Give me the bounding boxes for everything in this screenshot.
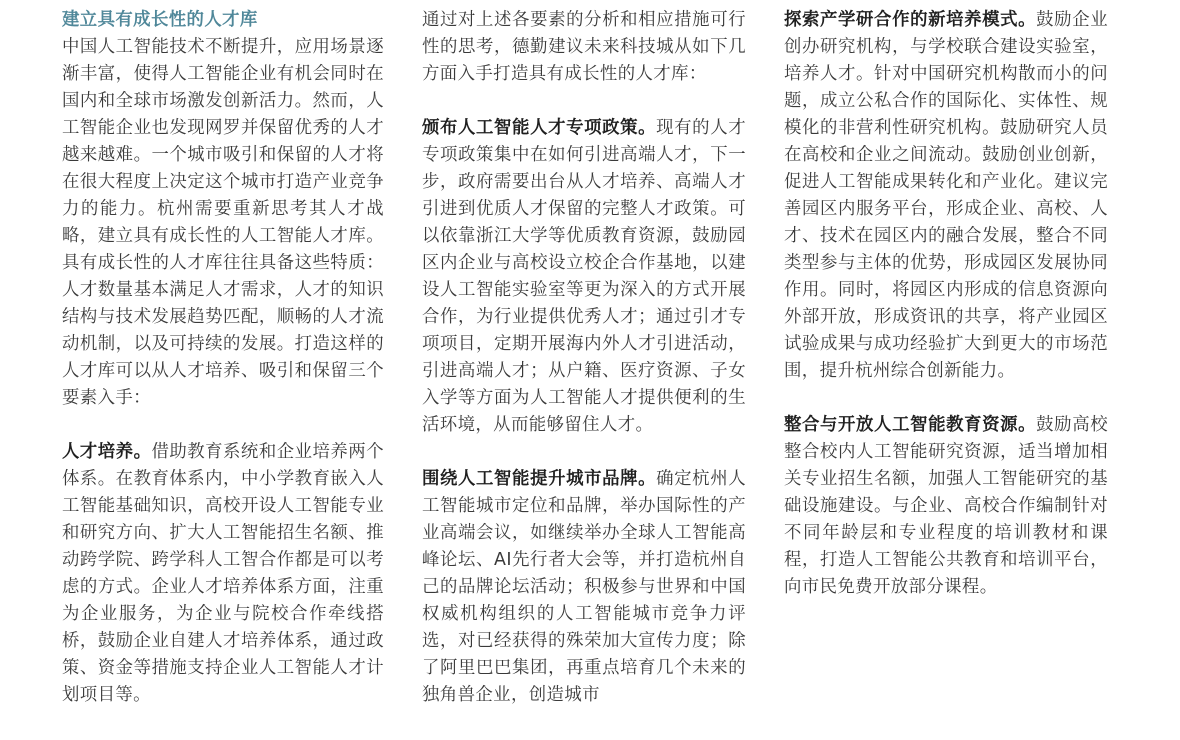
paragraph-body: 现有的人才专项政策集中在如何引进高端人才，下一步，政府需要出台从人才培养、高端人才引进到优质人才保留的完整人才政策。可以依靠浙江大学等优质教育资源，鼓励园区内企业与高校设立校企合作基地，以建设人工智能实验室等更为深入的方式开展合作，为行业提供优秀人才；通过引才专项项目，定期开展海内外人才引进活动，引进高端人才；从户籍、医疗资源、子女入学等方面为人工智能人才提供便利的生活环境，从而能够留住人才。 <box>422 118 746 435</box>
paragraph-body: 鼓励企业创办研究机构，与学校联合建设实验室，培养人才。针对中国研究机构散而小的问题，成立公私合作的国际化、实体性、规模化的非营利性研究机构。鼓励研究人员在高校和企业之间流动。鼓励创业创新，促进人工智能成果转化和产业化。建议完善园区内服务平台，形成企业、高校、人才、技术在园区内的融合发展，整合不同类型参与主体的优势，形成园区发展协同作用。同时，将园区内形成的信息资源向外部开放，形成资讯的共享，将产业园区试验成果与成功经验扩大到更大的市场范围，提升杭州综合创新能力。 <box>784 10 1108 381</box>
paragraph-lead: 人才培养。 <box>62 442 152 462</box>
paragraph-intro: 通过对上述各要素的分析和相应措施可行性的思考，德勤建议未来科技城从如下几方面入手打造具有成长性的人才库： <box>422 10 746 84</box>
paragraph-body: 鼓励高校整合校内人工智能研究资源，适当增加相关专业招生名额，加强人工智能研究的基础设施建设。与企业、高校合作编制针对不同年龄层和专业程度的培训教材和课程，打造人工智能公共教育和培训平台，向市民免费开放部分课程。 <box>784 415 1108 597</box>
paragraph-body: 借助教育系统和企业培养两个体系。在教育体系内，中小学教育嵌入人工智能基础知识，高校开设人工智能专业和研究方向、扩大人工智能招生名额、推动跨学院、跨学科人工智合作都是可以考虑的方式。企业人才培养体系方面，注重为企业服务，为企业与院校合作牵线搭桥，鼓励企业自建人才培养体系，通过政策、资金等措施支持企业人工智能人才计划项目等。 <box>62 442 384 705</box>
column-1 <box>62 7 384 736</box>
paragraph-lead: 围绕人工智能提升城市品牌。 <box>422 469 657 489</box>
paragraph-body: 确定杭州人工智能城市定位和品牌，举办国际性的产业高端会议，如继续举办全球人工智能高峰论坛、AI先行者大会等，并打造杭州自己的品牌论坛活动；积极参与世界和中国权威机构组织的人工智能城市竞争力评选，对已经获得的殊荣加大宣传力度；除了阿里巴巴集团，再重点培育几个未来的独角兽企业，创造城市 <box>422 469 746 705</box>
column-3 <box>784 7 1108 628</box>
paragraph-lead: 整合与开放人工智能教育资源。 <box>784 415 1037 435</box>
column-2 <box>422 7 746 736</box>
paragraph-city-brand <box>422 466 746 709</box>
paragraph-intro: 中国人工智能技术不断提升，应用场景逐渐丰富，使得人工智能企业有机会同时在国内和全球市场激发创新活力。然而，人工智能企业也发现网罗并保留优秀的人才越来越难。一个城市吸引和保留的人才将在很大程度上决定这个城市打造产业竞争力的能力。杭州需要重新思考其人才战略，建立具有成长性的人工智能人才库。具有成长性的人才库往往具备这些特质：人才数量基本满足人才需求，人才的知识结构与技术发展趋势匹配，顺畅的人才流动机制，以及可持续的发展。打造这样的人才库可以从人才培养、吸引和保留三个要素入手： <box>62 37 384 408</box>
paragraph-industry-research <box>784 7 1108 385</box>
paragraph-talent-training <box>62 439 384 709</box>
paragraph-lead: 颁布人工智能人才专项政策。 <box>422 118 657 138</box>
paragraph-talent-policy <box>422 115 746 439</box>
paragraph-lead: 探索产学研合作的新培养模式。 <box>784 10 1037 30</box>
section-title: 建立具有成长性的人才库 <box>62 10 258 30</box>
paragraph-education-resources <box>784 412 1108 601</box>
